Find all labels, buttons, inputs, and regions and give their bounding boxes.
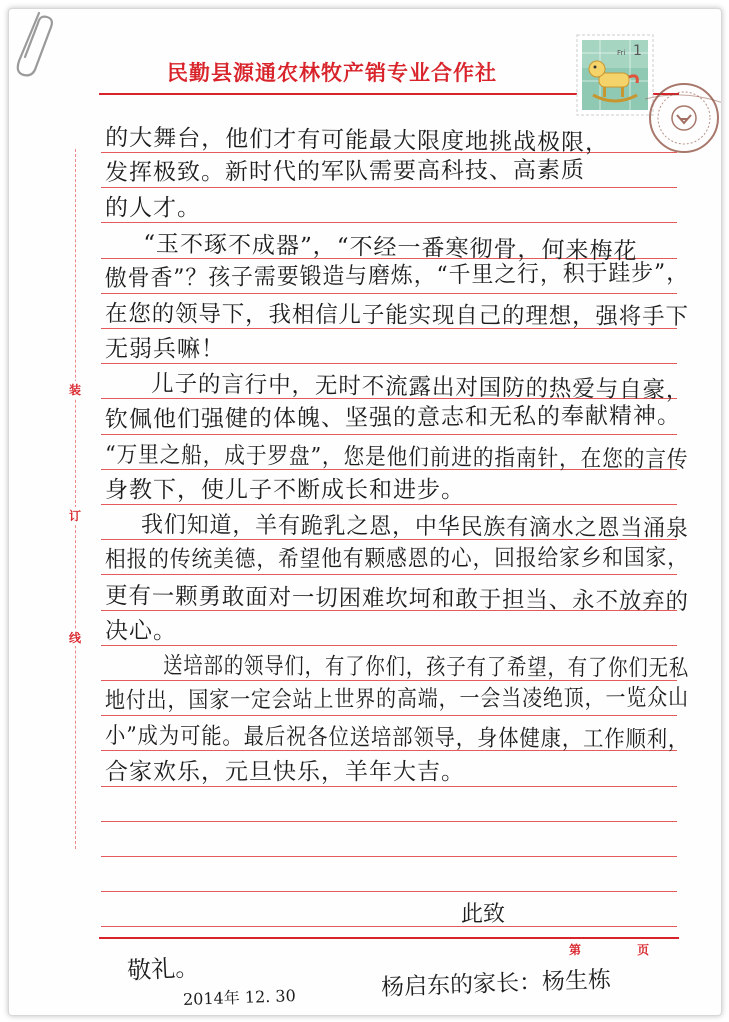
letter-line: 钦佩他们强健的体魄、坚强的意志和无私的奉献精神。	[104, 402, 681, 434]
binding-margin-line	[75, 149, 76, 849]
ruled-line	[101, 293, 677, 294]
letter-line: 身教下，使儿子不断成长和进步。	[105, 477, 465, 503]
letter-line: 我们知道，羊有跪乳之恩，中华民族有滴水之恩当涌泉	[141, 512, 689, 542]
postmark-seal	[645, 79, 722, 157]
binding-label-ding: 订	[63, 507, 87, 524]
letter-salute: 敬礼。	[126, 953, 200, 985]
letter-date: 2014年 12. 30	[182, 986, 297, 1009]
letter-line: 决心。	[105, 618, 177, 644]
ruled-line	[101, 434, 677, 435]
letter-line: 发挥极致。新时代的军队需要高科技、高素质	[104, 157, 585, 187]
ruled-line	[101, 504, 677, 505]
letter-line: 在您的领导下，我相信儿子能实现自己的理想，强将手下	[105, 301, 689, 331]
letter-line: 小”成为可能。最后祝各位送培部领导，身体健康，工作顺利，	[105, 723, 690, 754]
letterhead-title: 民勤县源通农林牧产销专业合作社	[167, 60, 497, 85]
letter-line: 更有一颗勇敢面对一切困难坎坷和敢于担当、永不放弃的	[105, 583, 690, 616]
stamp-ribbon-text: Fri	[617, 49, 626, 57]
binding-label-xian: 线	[63, 629, 87, 646]
letter-line: “万里之船，成于罗盘”，您是他们前进的指南针，在您的言传	[105, 442, 689, 474]
ruled-line	[101, 715, 677, 716]
letter-line: 无弱兵嘛！	[105, 336, 225, 362]
ruled-line	[101, 786, 677, 787]
ruled-line	[101, 187, 677, 188]
letter-signature: 杨启东的家长：杨生栋	[380, 966, 612, 1002]
letter-line: 儿子的言行中，无时不流露出对国防的热爱与自豪，	[151, 371, 690, 404]
ruled-line	[101, 856, 677, 857]
page-number-label: 第 页	[569, 943, 676, 957]
ruled-line	[101, 891, 677, 892]
ruled-line	[101, 821, 677, 822]
stamp-denomination: 1	[633, 43, 642, 59]
ruled-line	[101, 574, 677, 575]
ruled-line	[101, 363, 677, 364]
binding-label-zhuang: 装	[63, 381, 87, 398]
ruled-line	[101, 645, 677, 646]
letter-line: 傲骨香”？孩子需要锻造与磨炼，“千里之行，积于跬步”，	[104, 259, 690, 293]
letter-line: 地付出，国家一定会站上世界的高端，一会当凌绝顶，一览众山	[104, 684, 689, 714]
letter-closing: 此致	[461, 902, 506, 927]
paperclip-icon	[9, 9, 53, 85]
letter-line: 的大舞台，他们才有可能最大限度地挑战极限，	[105, 125, 610, 157]
letter-line: 的人才。	[105, 195, 201, 221]
letter-line: 送培部的领导们，有了你们，孩子有了希望，有了你们无私	[163, 653, 690, 682]
letter-line: 合家欢乐，元旦快乐，羊年大吉。	[105, 759, 465, 785]
letter-paper	[8, 8, 722, 1016]
postage-stamp	[575, 33, 655, 117]
ruled-line	[101, 222, 677, 223]
footer-rule	[99, 937, 679, 939]
ruled-line	[101, 926, 677, 927]
letter-line: “玉不琢不成器”，“不经一番寒彻骨，何来梅花	[143, 231, 638, 265]
letter-line: 相报的传统美德，希望他有颗感恩的心，回报给家乡和国家，	[104, 544, 689, 573]
